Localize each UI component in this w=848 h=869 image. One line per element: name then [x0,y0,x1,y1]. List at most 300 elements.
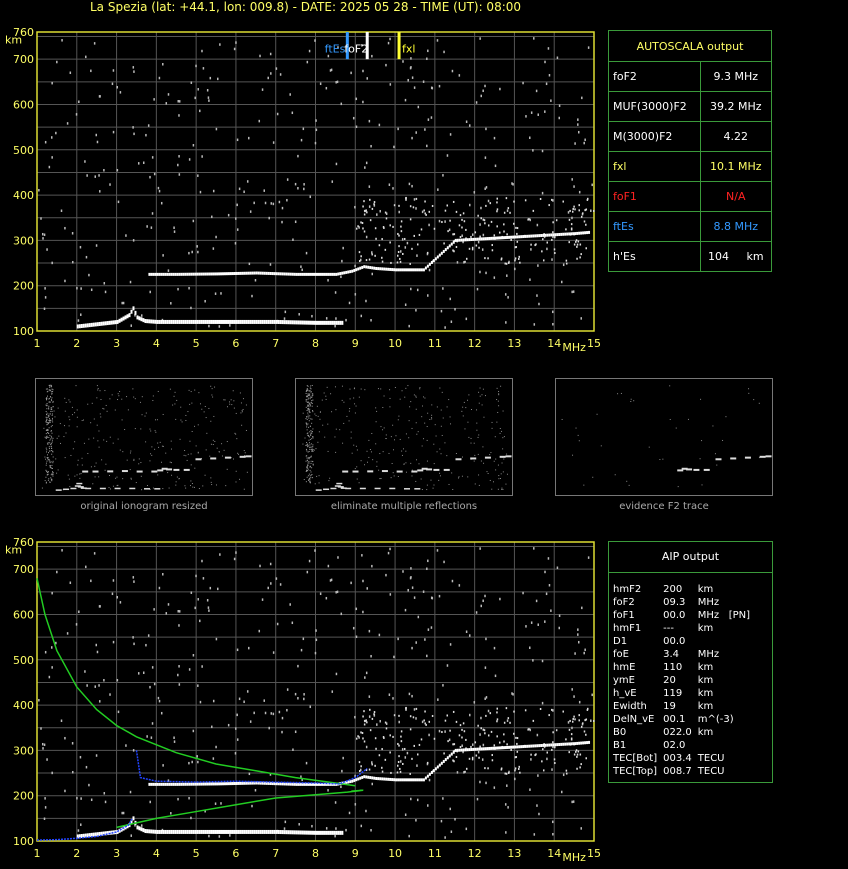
trace-point [409,268,411,271]
trace-point [144,319,146,323]
echo-point [45,437,46,438]
echo-point [554,248,556,250]
echo-point [478,474,479,475]
echo-point [496,399,497,400]
echo-point [489,454,490,455]
echo-point [73,448,74,449]
echo-point [376,466,377,467]
echo-point [414,708,416,711]
echo-point [525,709,527,711]
echo-point [51,82,53,85]
echo-point [386,434,387,435]
echo-point [511,182,512,185]
echo-point [427,413,428,414]
trace-point [373,777,375,780]
echo-point [364,213,366,215]
echo-point [534,833,536,836]
echo-point [141,476,142,477]
trace-point [576,742,578,745]
echo-point [312,428,313,429]
echo-point [496,210,498,212]
echo-point [385,438,386,439]
echo-point [466,318,468,321]
echo-point [307,477,308,478]
echo-point [557,57,559,60]
echo-point [506,197,508,199]
trace-point [546,744,548,747]
echo-point [469,758,471,760]
echo-point [492,422,493,423]
echo-point [310,457,311,458]
echo-point [97,440,98,441]
echo-point [306,426,307,427]
echo-point [578,435,579,436]
trace-point [371,266,373,269]
trace-point [353,471,359,473]
echo-point [375,238,377,240]
trace-point [568,742,570,745]
echo-point [119,391,120,392]
echo-point [573,185,575,188]
echo-point [369,120,371,123]
trace-point [510,236,512,239]
echo-point [103,169,105,172]
echo-point [510,749,512,751]
echo-point [466,828,468,831]
trace-point [174,830,176,834]
echo-point [405,451,406,452]
echo-point [208,606,210,609]
echo-point [349,408,350,409]
echo-point [447,664,449,667]
echo-point [502,489,503,490]
echo-point [201,155,203,158]
echo-point [198,452,199,453]
trace-point [248,320,250,324]
echo-point [418,463,419,464]
trace-point [113,320,115,324]
echo-point [544,620,546,623]
trace-point [298,320,300,324]
echo-point [546,593,548,596]
echo-point [432,715,434,717]
trace-point [164,783,166,786]
echo-point [470,746,472,748]
trace-point [298,830,300,834]
echo-point [79,474,80,475]
echo-point [332,180,334,183]
echo-point [177,610,179,613]
y-tick-label: 100 [13,325,34,338]
echo-point [411,695,413,698]
echo-point [352,453,353,454]
trace-point [148,829,150,833]
x-tick-label: 3 [113,847,121,860]
trace-point [395,268,397,271]
trace-point [377,267,379,270]
echo-point [386,727,388,729]
echo-point [308,409,309,410]
echo-point [449,229,451,232]
row-value: 8.8 MHz [700,212,771,242]
echo-point [215,802,217,805]
echo-point [320,411,321,412]
echo-point [79,478,80,479]
x-axis-label: MHz [562,851,586,864]
echo-point [58,408,59,409]
trace-point [258,830,260,834]
echo-point [422,721,424,724]
echo-point [556,219,558,221]
echo-point [450,133,452,136]
echo-point [311,825,313,828]
echo-point [370,449,371,450]
echo-point [491,754,493,756]
echo-point [443,561,445,564]
echo-point [307,460,308,461]
echo-point [189,390,190,391]
echo-point [61,720,63,723]
echo-point [250,210,252,213]
echo-point [51,446,52,447]
thumb-evidence [555,378,773,496]
echo-point [207,599,209,602]
echo-point [319,475,320,476]
echo-point [148,124,150,127]
echo-point [474,701,476,704]
echo-point [576,239,578,241]
trace-point [214,272,216,275]
echo-point [49,448,50,449]
echo-point [546,83,548,86]
echo-point [92,403,93,404]
echo-point [577,123,579,126]
echo-point [481,461,482,462]
echo-point [219,325,221,328]
echo-point [225,485,226,486]
echo-point [51,433,52,434]
trace-point [82,471,88,473]
echo-point [479,403,480,404]
echo-point [410,728,412,730]
echo-point [51,448,52,449]
trace-point [540,234,542,237]
echo-point [317,406,318,407]
echo-point [413,206,415,208]
echo-point [169,488,170,489]
trace-point [186,830,188,834]
echo-point [447,406,448,407]
trace-point [246,272,248,275]
trace-point [164,830,166,834]
echo-point [310,434,311,435]
trace-point [160,273,162,276]
echo-point [172,405,173,406]
echo-point [80,287,82,290]
echo-point [454,743,456,745]
echo-point [590,719,592,722]
echo-point [461,736,463,738]
echo-point [310,398,311,399]
trace-point [730,457,736,459]
trace-point [427,265,429,268]
trace-point [443,250,445,253]
echo-point [109,183,111,186]
echo-point [389,734,391,736]
echo-point [235,217,237,220]
echo-point [400,760,402,763]
echo-point [405,199,407,201]
echo-point [356,636,358,639]
echo-point [76,287,78,290]
echo-point [55,132,57,135]
echo-point [44,287,46,290]
echo-point [176,481,177,482]
trace-point [544,744,546,747]
echo-point [541,760,543,762]
echo-point [45,806,47,809]
echo-point [422,445,423,446]
x-tick-label: 5 [192,847,200,860]
echo-point [310,404,311,405]
echo-point [384,427,385,428]
echo-point [46,419,47,420]
trace-point [93,471,99,473]
echo-point [372,459,373,460]
echo-point [306,424,307,425]
trace-point [232,320,234,324]
echo-point [429,721,431,723]
echo-point [335,409,336,410]
echo-point [419,744,421,746]
echo-point [443,51,445,54]
echo-point [498,393,499,394]
echo-point [398,416,399,417]
trace-point [100,488,106,490]
echo-point [453,201,455,203]
echo-point [306,390,307,391]
echo-point [462,407,463,408]
echo-point [307,467,308,468]
trace-point [686,468,692,470]
echo-point [331,69,333,72]
trace-point [457,749,459,752]
trace-point [355,268,357,271]
echo-point [47,422,48,423]
trace-point [103,322,105,326]
trace-point [538,234,540,237]
echo-point [50,462,51,463]
echo-point [568,751,570,753]
trace-point [216,272,218,275]
trace-point [294,273,296,276]
echo-point [535,753,537,755]
echo-point [548,557,550,560]
echo-point [629,485,630,486]
echo-point [307,571,309,574]
trace-point [246,830,248,834]
echo-point [61,549,63,552]
trace-point [383,778,385,781]
trace-point [451,243,453,246]
echo-point [402,238,404,241]
trace-point [383,268,385,271]
echo-point [442,287,444,290]
echo-point [90,580,92,583]
x-tick-label: 6 [232,847,240,860]
aip-label: Ewidth [613,701,647,712]
echo-point [150,430,151,431]
echo-point [515,257,517,259]
echo-point [433,485,434,486]
trace-point [144,829,146,833]
echo-point [592,477,593,478]
echo-point [103,679,105,682]
trace-point [382,470,388,472]
x-tick-label: 6 [232,337,240,350]
echo-point [366,236,368,239]
trace-point [168,320,170,324]
trace-point [493,237,495,240]
echo-point [371,565,373,568]
echo-point [86,256,88,259]
row-value: 10.1 MHz [700,152,771,182]
trace-point [158,830,160,834]
echo-point [448,399,449,400]
echo-point [235,727,237,730]
trace-point [568,232,570,235]
echo-point [48,437,49,438]
echo-point [382,407,383,408]
echo-point [132,636,134,639]
trace-point [93,323,95,327]
trace-point [338,486,344,488]
echo-point [388,552,390,555]
echo-point [461,226,463,228]
echo-point [426,568,428,571]
trace-point [121,318,123,322]
echo-point [313,449,314,450]
echo-point [213,247,215,250]
echo-point [522,82,524,85]
echo-point [72,414,73,415]
echo-point [591,184,593,187]
trace-point [270,320,272,324]
caption-eliminate: eliminate multiple reflections [330,501,478,512]
echo-point [308,399,309,400]
trace-point [419,268,421,271]
y-axis-label: km [5,543,23,557]
echo-point [449,298,451,301]
echo-point [373,203,375,205]
echo-point [52,425,53,426]
echo-point [86,766,88,769]
trace-point [520,745,522,748]
echo-point [405,609,407,612]
echo-point [77,426,78,427]
echo-point [308,394,309,395]
echo-point [565,738,567,740]
trace-point [397,471,403,473]
echo-point [498,401,499,402]
echo-point [581,216,583,218]
echo-point [399,768,401,770]
x-tick-label: 7 [272,337,280,350]
echo-point [243,409,244,410]
echo-point [193,654,195,657]
echo-point [109,475,110,476]
echo-point [65,457,66,458]
echo-point [198,392,199,393]
echo-point [49,385,50,386]
aip-unit: MHz [PN] [697,610,751,621]
trace-point [122,470,128,472]
trace-point [246,320,248,324]
echo-point [228,724,230,727]
echo-point [47,444,48,445]
trace-point [168,783,170,786]
aip-value: 110 [663,662,683,673]
echo-point [98,174,100,177]
echo-point [48,430,49,431]
echo-point [184,485,185,486]
echo-point [131,324,133,327]
trace-point [132,816,134,820]
echo-point [213,757,215,760]
echo-point [262,88,264,91]
trace-point [240,456,246,458]
echo-point [511,692,512,695]
echo-point [401,220,403,222]
echo-point [398,721,400,724]
echo-point [506,274,508,277]
trace-point [510,746,512,749]
trace-point [272,830,274,834]
trace-point [152,783,154,786]
echo-point [538,813,540,816]
echo-point [234,408,235,409]
echo-point [105,470,106,471]
echo-point [477,798,479,801]
trace-point [431,261,433,264]
echo-point [168,603,170,606]
aip-value: 3.4 [663,649,680,660]
echo-point [124,429,125,430]
echo-point [484,85,486,88]
trace-point [252,272,254,275]
y-tick-label: 400 [13,699,34,713]
aip-value: 022.0 [663,727,692,738]
trace-point [459,239,461,242]
echo-point [44,744,46,747]
echo-point [579,701,581,704]
trace-point [198,830,200,834]
echo-point [78,319,80,322]
echo-point [193,220,195,223]
echo-point [398,235,400,237]
echo-point [312,444,313,445]
echo-point [200,191,202,194]
trace-point [230,272,232,275]
echo-point [103,408,104,409]
echo-point [159,190,161,193]
thumb-eliminate [295,378,513,496]
echo-point [292,238,294,241]
echo-point [161,202,163,205]
trace-point [341,272,343,275]
echo-point [47,432,48,433]
trace-point [449,244,451,247]
